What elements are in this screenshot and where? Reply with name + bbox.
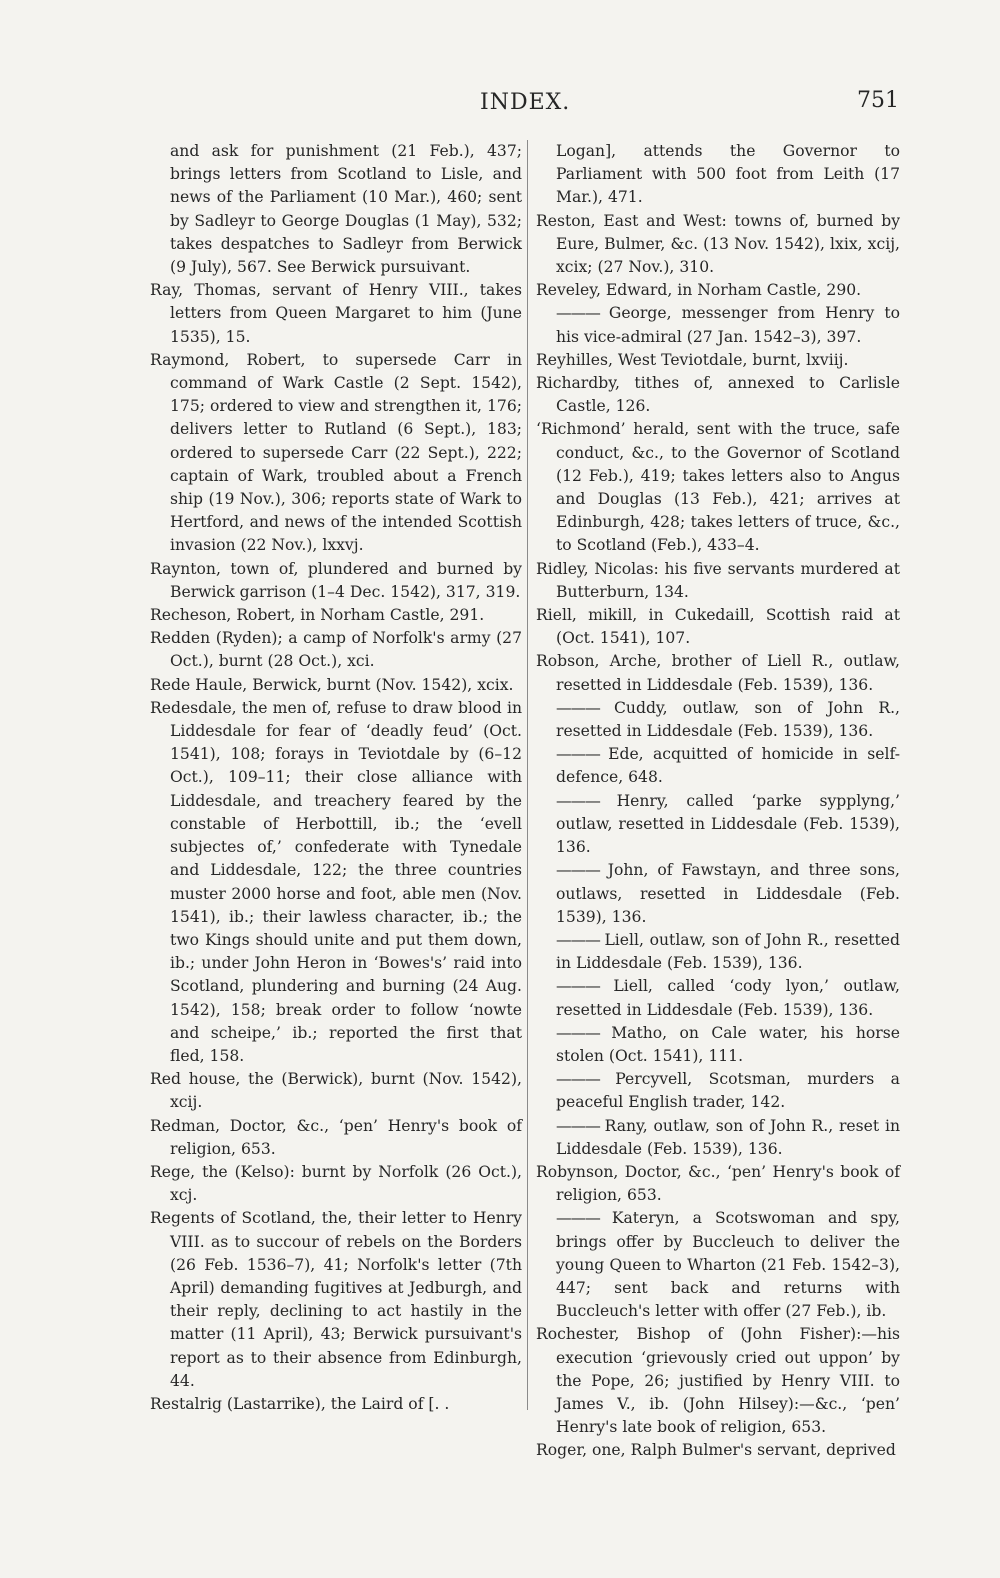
- index-entry: ——— George, messenger from Henry to his vice-admiral (27 Jan. 1542–3), 397.: [536, 302, 900, 348]
- column-divider: [527, 140, 528, 1410]
- index-entry: Rege, the (Kelso): burnt by Norfolk (26 Oct.), xcj.: [150, 1162, 522, 1205]
- page-header: [0, 84, 1000, 124]
- index-entry: ——— Matho, on Cale water, his horse stolen (Oct. 1541), 111.: [536, 1022, 900, 1068]
- index-entry: ——— Cuddy, outlaw, son of John R., resetted in Liddesdale (Feb. 1539), 136.: [536, 697, 900, 743]
- index-entry: Ray, Thomas, servant of Henry VIII., takes letters from Queen Margaret to him (June 1535), 15.: [150, 281, 522, 346]
- index-entry: Regents of Scotland, the, their letter to Henry VIII. as to succour of rebels on the Borders (26 Feb. 1536–7), 41; Norfolk's letter (7th April) demanding fugitives at Jedburgh, and their reply, declining to act hastily in the matter (11 April), 43; Berwick pursuivant's report as to their absence from Edinburgh, 44.: [150, 1209, 522, 1390]
- index-entry: Reyhilles, West Teviotdale, burnt, lxviij.: [536, 350, 849, 369]
- index-entry: Rede Haule, Berwick, burnt (Nov. 1542), xcix.: [150, 675, 514, 694]
- index-entry: Redman, Doctor, &c., ‘pen’ Henry's book of religion, 653.: [150, 1116, 522, 1158]
- index-entry: Reston, East and West: towns of, burned by Eure, Bulmer, &c. (13 Nov. 1542), lxix, xcij, xcix; (27 Nov.), 310.: [536, 211, 900, 277]
- index-entry: ——— Liell, outlaw, son of John R., resetted in Liddesdale (Feb. 1539), 136.: [536, 929, 900, 975]
- left-column: [150, 140, 522, 1416]
- index-entry: ‘Richmond’ herald, sent with the truce, safe conduct, &c., to the Governor of Scotland (12 Feb.), 419; takes letters also to Angus and Douglas (13 Feb.), 421; arrives at Edinburgh, 428; takes letters of truce, &c., to Scotland (Feb.), 433–4.: [536, 420, 900, 555]
- index-entry: Recheson, Robert, in Norham Castle, 291.: [150, 606, 485, 625]
- index-entry: Raymond, Robert, to supersede Carr in command of Wark Castle (2 Sept. 1542), 175; ordered to view and strengthen it, 176; delivers letter to Rutland (6 Sept.), 183; ordered to supersede Carr (22 Sept.), 222; captain of Wark, troubled about a French ship (19 Nov.), 306; reports state of Wark to Hertford, and news of the intended Scottish invasion (22 Nov.), lxxvj.: [150, 350, 522, 555]
- index-entry: ——— Rany, outlaw, son of John R., reset in Liddesdale (Feb. 1539), 136.: [536, 1115, 900, 1161]
- index-entry: Ridley, Nicolas: his five servants murdered at Butterburn, 134.: [536, 559, 900, 601]
- index-entry: Restalrig (Lastarrike), the Laird of [. .: [150, 1394, 450, 1413]
- index-entry: Robynson, Doctor, &c., ‘pen’ Henry's book of religion, 653.: [536, 1162, 900, 1205]
- index-entry: ——— Kateryn, a Scotswoman and spy, brings offer by Buccleuch to deliver the young Queen to Wharton (21 Feb. 1542–3), 447; sent back and returns with Buccleuch's letter with offer (27 Feb.), ib.: [536, 1207, 900, 1323]
- index-entry: Red house, the (Berwick), burnt (Nov. 1542), xcij.: [150, 1070, 522, 1112]
- index-entry: Raynton, town of, plundered and burned by Berwick garrison (1–4 Dec. 1542), 317, 319.: [150, 559, 522, 601]
- index-entry: ——— Ede, acquitted of homicide in self-defence, 648.: [536, 743, 900, 789]
- index-entry: ——— Percyvell, Scotsman, murders a peaceful English trader, 142.: [536, 1068, 900, 1114]
- page-number: 751: [857, 88, 899, 113]
- index-entry: Logan], attends the Governor to Parliament with 500 foot from Leith (17 Mar.), 471.: [556, 142, 900, 207]
- index-entry: ——— Liell, called ‘cody lyon,’ outlaw, resetted in Liddesdale (Feb. 1539), 136.: [536, 975, 900, 1021]
- index-entry: Redesdale, the men of, refuse to draw blood in Liddesdale for fear of ‘deadly feud’ (Oct. 1541), 108; forays in Teviotdale by (6–12 Oct.), 109–11; their close alliance with Liddesdale, and treachery feared by the constable of Herbottill, ib.; the ‘evell subjectes of,’ confederate with Tynedale and Liddesdale, 122; the three countries muster 2000 horse and foot, able men (Nov. 1541), ib.; their lawless character, ib.; the two Kings should unite and put them down, ib.; under John Heron in ‘Bowes's’ raid into Scotland, plundering and burning (24 Aug. 1542), 158; break order to follow ‘nowte and scheipe,’ ib.; reported the first that fled, 158.: [150, 698, 522, 1065]
- index-entry: ——— John, of Fawstayn, and three sons, outlaws, resetted in Liddesdale (Feb. 1539), 136.: [536, 859, 900, 929]
- index-entry: Riell, mikill, in Cukedaill, Scottish raid at (Oct. 1541), 107.: [536, 606, 900, 648]
- index-entry: Redden (Ryden); a camp of Norfolk's army (27 Oct.), burnt (28 Oct.), xci.: [150, 629, 522, 671]
- index-entry: ——— Henry, called ‘parke sypplyng,’ outlaw, resetted in Liddesdale (Feb. 1539), 136.: [536, 790, 900, 860]
- page-title: INDEX.: [480, 90, 571, 115]
- index-entry: Richardby, tithes of, annexed to Carlisle Castle, 126.: [536, 374, 900, 416]
- index-entry: Roger, one, Ralph Bulmer's servant, deprived: [536, 1441, 896, 1460]
- index-entry: Reveley, Edward, in Norham Castle, 290.: [536, 281, 862, 300]
- index-entry: Robson, Arche, brother of Liell R., outlaw, resetted in Liddesdale (Feb. 1539), 136.: [536, 652, 900, 694]
- right-column: [536, 140, 900, 1463]
- index-entry: Rochester, Bishop of (John Fisher):—his execution ‘grievously cried out uppon’ by the Pope, 26; justified by Henry VIII. to James V., ib. (John Hilsey):—&c., ‘pen’ Henry's late book of religion, 653.: [536, 1325, 900, 1437]
- index-entry: and ask for punishment (21 Feb.), 437; brings letters from Scotland to Lisle, and news of the Parliament (10 Mar.), 460; sent by Sadleyr to George Douglas (1 May), 532; takes despatches to Sadleyr from Berwick (9 July), 567. See Berwick pursuivant.: [170, 142, 522, 277]
